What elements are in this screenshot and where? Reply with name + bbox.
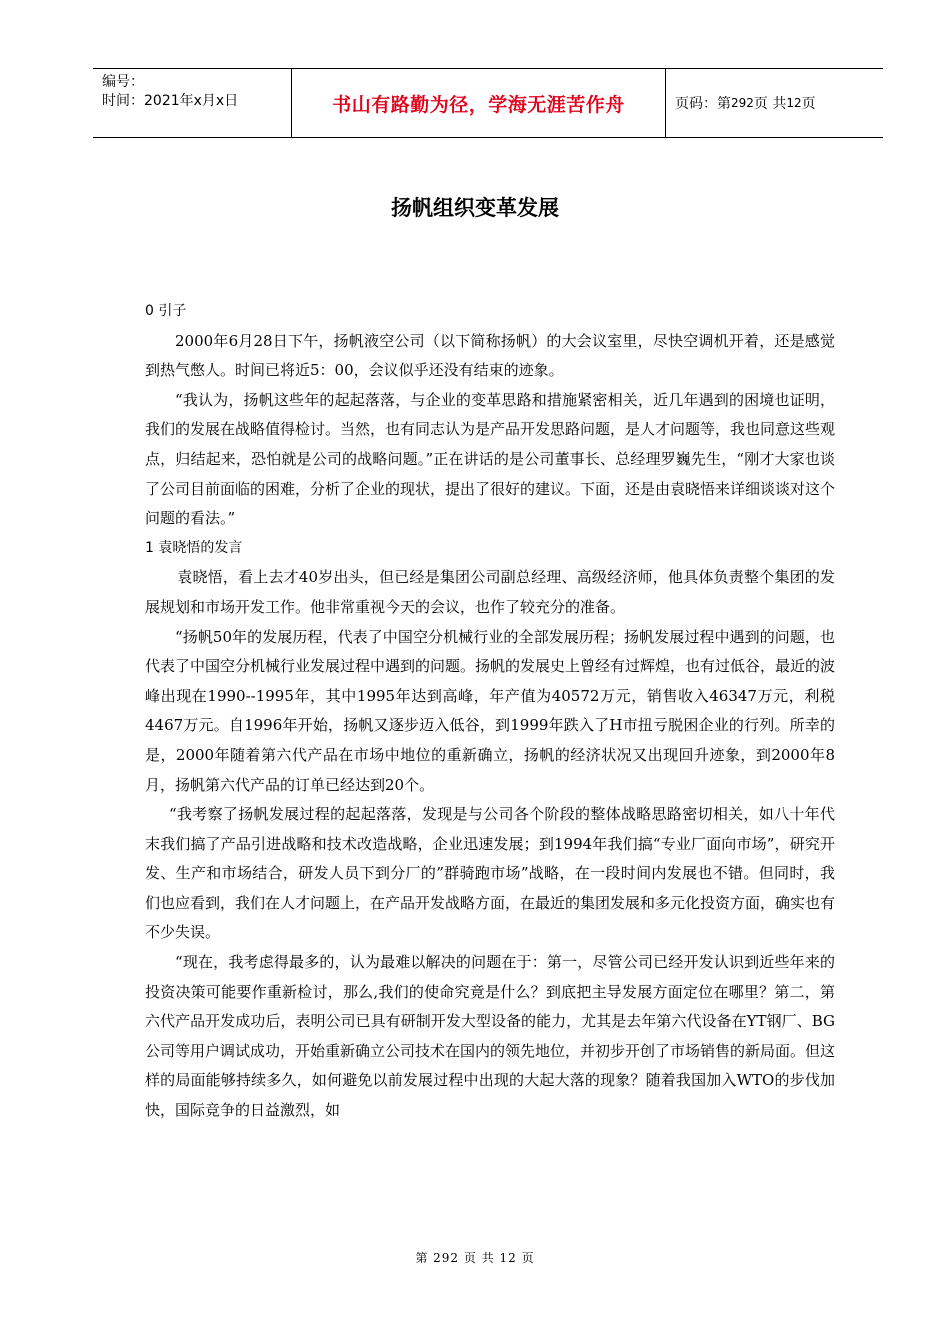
paragraph: 袁晓悟，看上去才40岁出头，但已经是集团公司副总经理、高级经济师，他具体负责整个集团的发展规划和市场开发工作。他非常重视今天的会议，也作了较充分的准备。 (145, 568, 835, 616)
header-page-total: 12 (786, 96, 802, 110)
section-heading-intro: 0 引子 (145, 303, 187, 319)
header-number-label: 编号： (102, 74, 144, 90)
header-meta-cell (93, 69, 292, 137)
footer-prefix: 第 (415, 1251, 429, 1265)
header-page-info (666, 69, 883, 137)
paragraph: 2000年6月28日下午，扬帆液空公司（以下简称扬帆）的大会议室里，尽快空调机开着，还是感觉到热气憋人。时间已将近5：00，会议似乎还没有结束的迹象。 (145, 331, 835, 380)
footer-mid: 页 共 (463, 1251, 495, 1265)
footer-current: 292 (433, 1251, 460, 1265)
paragraph: “我考察了扬帆发展过程的起起落落，发现是与公司各个阶段的整体战略思路密切相关，如八十年代末我们搞了产品引进战略和技术改造战略，企业迅速发展；到1994年我们搞“专业厂面向市场”，研究开发、生产和市场结合，研发人员下到分厂的”群骑跑市场”战略，在一段时间内发展也不错。但同时，我们也应看到，我们在人才问题上，在产品开发战略方面，在最近的集团发展和多元化投资方面，确实也有不少失误。 (145, 805, 836, 942)
header-page-suffix: 页 (801, 96, 816, 112)
header-page-mid: 页 共 (753, 96, 787, 112)
header-page-current: 292 (731, 96, 754, 110)
section-heading-speech: 1 袁晓悟的发言 (145, 539, 243, 556)
paragraph: “扬帆50年的发展历程，代表了中国空分机械行业的全部发展历程；扬帆发展过程中遇到的问题，也代表了中国空分机械行业发展过程中遇到的问题。扬帆的发展史上曾经有过辉煌，也有过低谷，最近的波峰出现在1990--1995年，其中1995年达到高峰，年产值为40572万元，销售收入46347万元，利税4467万元。自1996年开始，扬帆又逐步迈入低谷，到1999年跌入了H市扭亏脱困企业的行列。所幸的是，2000年随着第六代产品在市场中地位的重新确立，扬帆的经济状况又出现回升迹象，到2000年8月，扬帆第六代产品的订单已经达到20个。 (145, 627, 836, 794)
page-footer (0, 1249, 950, 1266)
header-motto: 书山有路勤为径，学海无涯苦作舟 (292, 69, 666, 137)
paragraph: “我认为，扬帆这些年的起起落落，与企业的变革思路和措施紧密相关，近几年遇到的困境也证明，我们的发展在战略值得检讨。当然，也有同志认为是产品开发思路问题，是人才问题等，我也同意这些观点，归结起来，恐怕就是公司的战略问题。”正在讲话的是公司董事长、总经理罗巍先生，“刚才大家也谈了公司目前面临的困难，分析了企业的现状，提出了很好的建议。下面，还是由袁晓悟来详细谈谈对这个问题的看法。” (145, 390, 836, 528)
paragraph: “现在，我考虑得最多的，认为最难以解决的问题在于：第一，尽管公司已经开发认识到近些年来的投资决策可能要作重新检讨，那么,我们的使命究竟是什么？到底把主导发展方面定位在哪里？第二，第六代产品开发成功后，表明公司已具有研制开发大型设备的能力，尤其是去年第六代设备在YT钢厂、BG公司等用户调试成功，开始重新确立公司技术在国内的领先地位，并初步开创了市场销售的新局面。但这样的局面能够持续多久，如何避免以前发展过程中出现的大起大落的现象？随着我国加入WTO的步伐加快，国际竞争的日益激烈，如 (145, 953, 836, 1120)
document-body (145, 297, 835, 1126)
document-title: 扬帆组织变革发展 (391, 196, 559, 220)
footer-total: 12 (499, 1251, 517, 1265)
footer-suffix: 页 (521, 1251, 535, 1265)
header-page-prefix: 页码：第 (675, 96, 731, 112)
header-time-label: 时间：2021年x月x日 (102, 93, 239, 109)
page-header (93, 68, 883, 138)
